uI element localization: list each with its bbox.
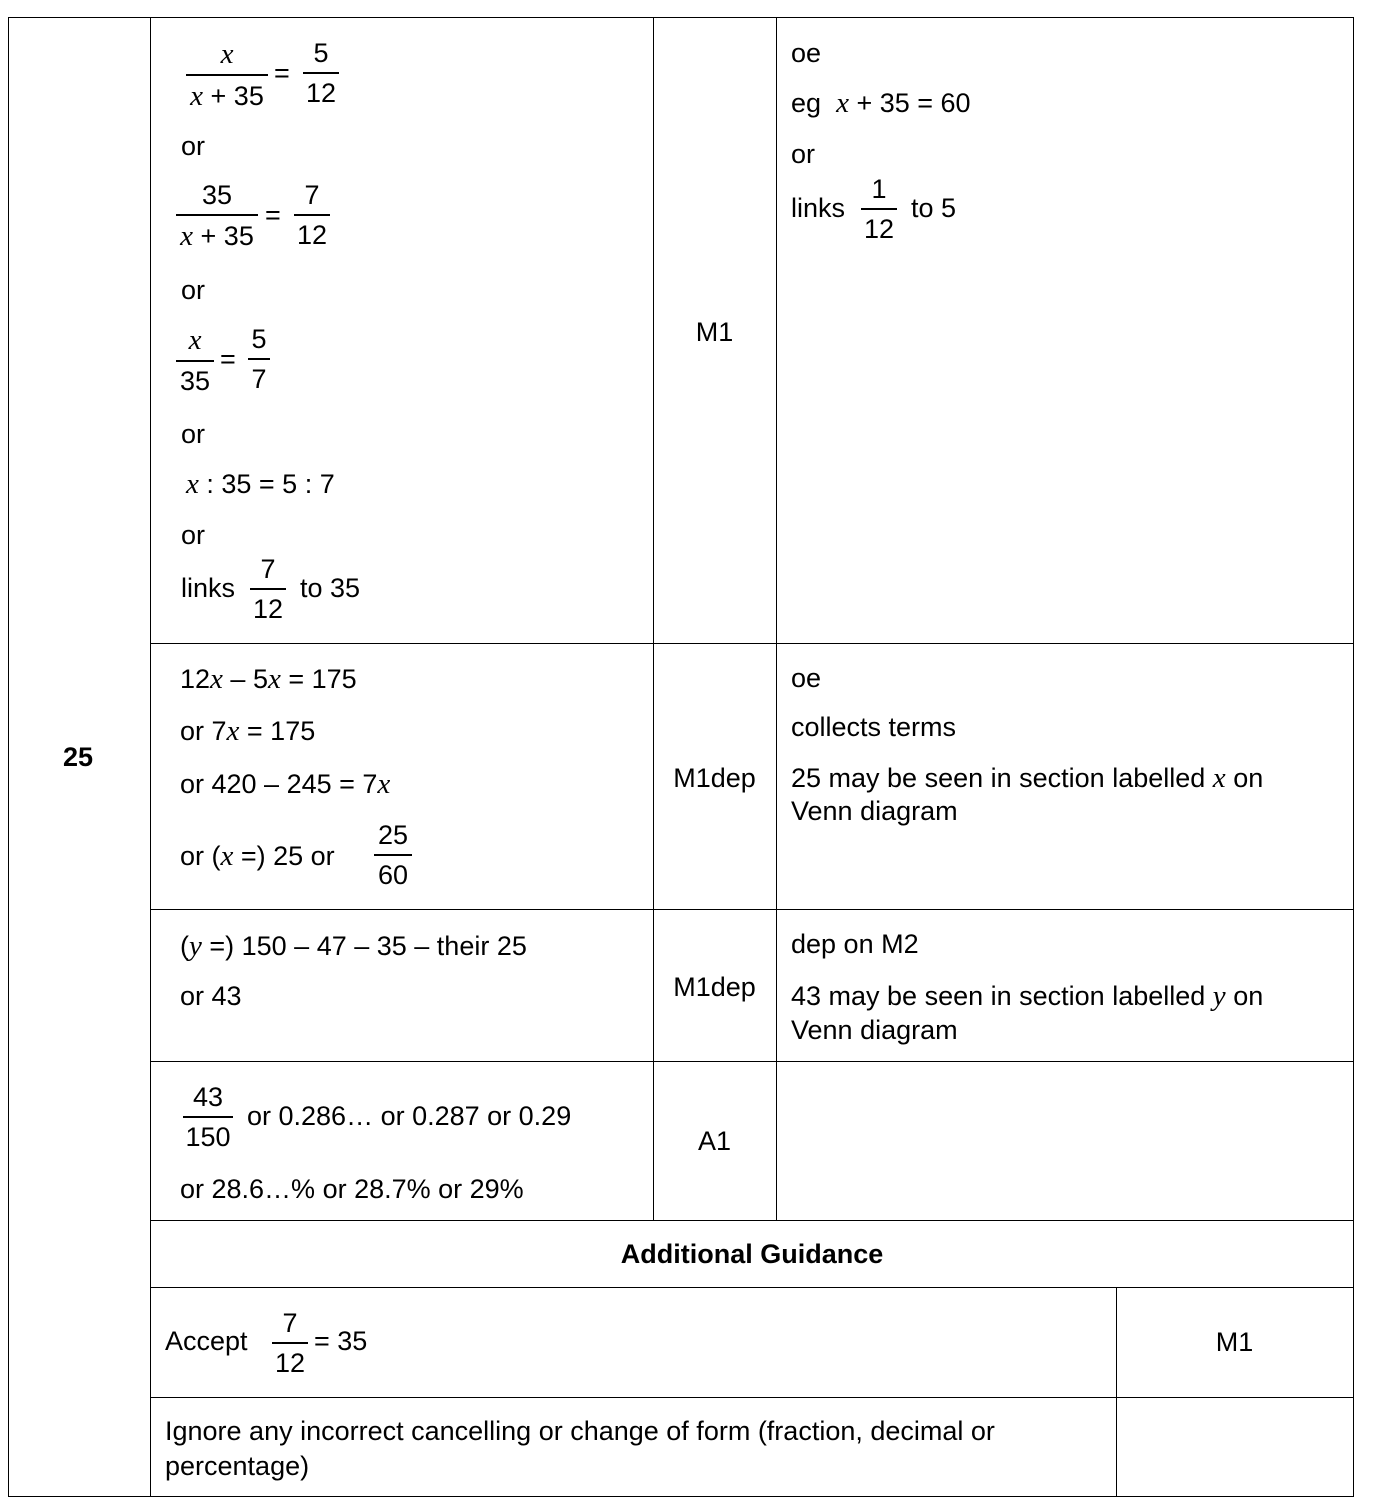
row3-line-1: (y =) 150 – 47 – 35 – their 25 — [180, 930, 527, 962]
row2-line-2: or 7x = 175 — [180, 715, 316, 747]
row-divider-2 — [150, 909, 1354, 910]
row1-fraction-3-left: x 35 — [176, 326, 214, 395]
row-divider-guidance-1 — [150, 1397, 1354, 1398]
guidance-accept-label: Accept — [165, 1326, 248, 1356]
row1-mark: M1 — [695, 317, 734, 347]
row4-mark: A1 — [697, 1126, 732, 1156]
row-divider-guidance-title — [150, 1287, 1354, 1288]
row2-collects: collects terms — [791, 712, 957, 742]
row1-links-label: links — [181, 573, 236, 603]
row1-links-fraction: 7 12 — [250, 556, 286, 623]
guidance-fraction: 7 12 — [272, 1310, 308, 1377]
row1-comments-links-to: to 5 — [911, 193, 957, 223]
table-border-top — [8, 17, 1354, 18]
row2-line-1: 12x – 5x = 175 — [180, 663, 357, 695]
column-divider-comments — [776, 17, 777, 1221]
row3-line-2: or 43 — [180, 981, 242, 1011]
row3-note-line-2: Venn diagram — [791, 1015, 958, 1045]
row3-note-line-1: 43 may be seen in section labelled y on — [791, 980, 1264, 1012]
row4-line-1: or 0.286… or 0.287 or 0.29 — [247, 1101, 572, 1131]
row2-mark: M1dep — [673, 763, 756, 793]
row1-fraction-1-left: x x + 35 — [186, 40, 268, 111]
row1-equals-2: = — [265, 200, 281, 230]
row1-or-2: or — [181, 275, 206, 305]
row2-line-4: or (x =) 25 or — [180, 840, 335, 872]
column-divider-mark — [653, 17, 654, 1221]
row2-oe: oe — [791, 663, 822, 693]
row2-fraction: 25 60 — [374, 822, 412, 889]
column-divider-question — [150, 17, 151, 1497]
guidance-row-1-mark: M1 — [1215, 1327, 1254, 1357]
row1-or-3: or — [181, 419, 206, 449]
column-divider-guidance-mark — [1116, 1287, 1117, 1497]
row2-line-3: or 420 – 245 = 7x — [180, 768, 391, 800]
row4-line-2: or 28.6…% or 28.7% or 29% — [180, 1174, 524, 1204]
row-divider-4 — [150, 1220, 1354, 1221]
table-border-bottom — [8, 1496, 1354, 1497]
row1-comments-or: or — [791, 139, 816, 169]
row1-comments-links-label: links — [791, 193, 846, 223]
row1-fraction-2-right: 7 12 — [294, 182, 330, 249]
row3-dep: dep on M2 — [791, 929, 919, 959]
row1-fraction-3-right: 5 7 — [248, 326, 270, 393]
row1-equals-1: = — [274, 58, 290, 88]
row1-fraction-1-right: 5 12 — [303, 40, 339, 107]
row-divider-3 — [150, 1061, 1354, 1062]
table-border-right — [1353, 17, 1354, 1497]
question-number: 25 — [63, 742, 94, 772]
guidance-accept-rest: = 35 — [314, 1326, 368, 1356]
row1-or-1: or — [181, 131, 206, 161]
row-divider-1 — [150, 643, 1354, 644]
row2-note-line-2: Venn diagram — [791, 796, 958, 826]
row1-oe: oe — [791, 38, 822, 68]
row3-mark: M1dep — [673, 972, 756, 1002]
guidance-ignore-text: Ignore any incorrect cancelling or change of form (fraction, decimal or percentage) — [165, 1416, 995, 1482]
guidance-title: Additional Guidance — [620, 1239, 884, 1269]
row1-links-to: to 35 — [300, 573, 361, 603]
row1-equals-3: = — [220, 344, 236, 374]
row1-or-4: or — [181, 520, 206, 550]
table-border-left — [8, 17, 9, 1497]
row2-note-line-1: 25 may be seen in section labelled x on — [791, 762, 1264, 794]
row1-comments-links-fraction: 1 12 — [861, 176, 897, 243]
row1-eg: eg x + 35 = 60 — [791, 87, 971, 119]
row1-ratio: x : 35 = 5 : 7 — [186, 468, 335, 500]
row1-fraction-2-left: 35 x + 35 — [176, 182, 258, 251]
row4-fraction: 43 150 — [183, 1084, 233, 1151]
